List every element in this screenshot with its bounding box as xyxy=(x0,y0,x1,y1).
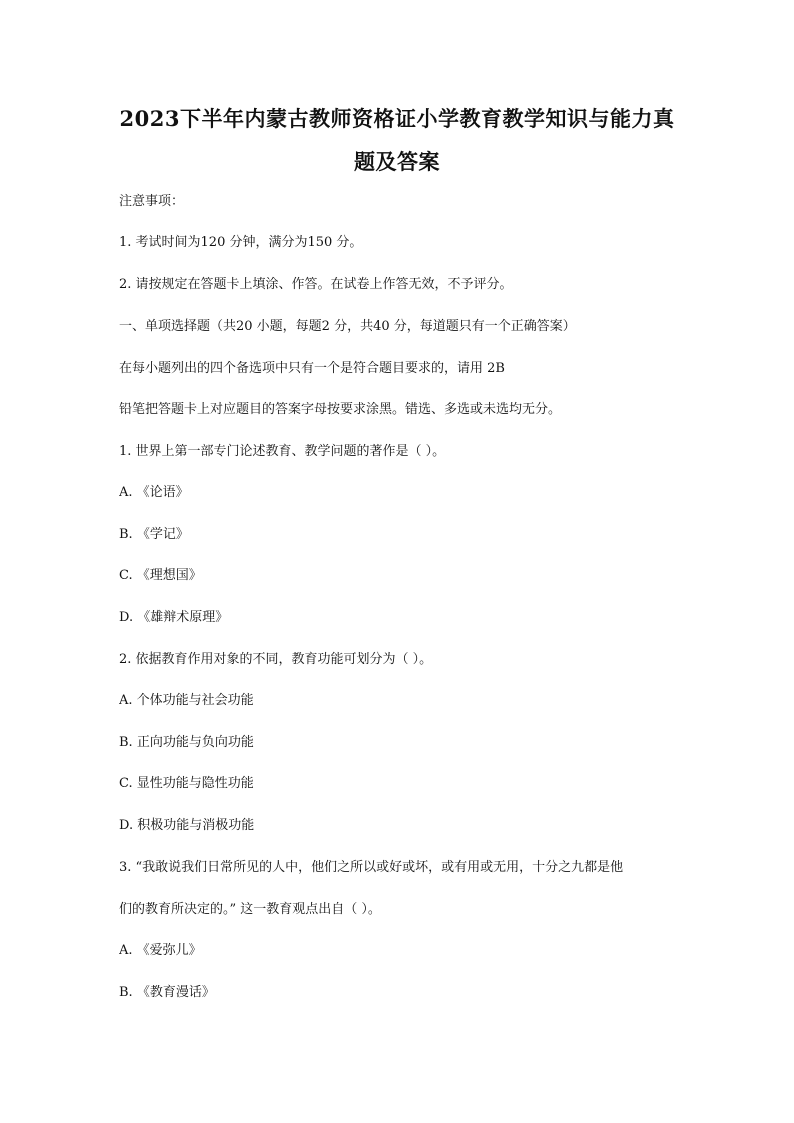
instruction-line-2: 铅笔把答题卡上对应题目的答案字母按要求涂黑。错选、多选或未选均无分。 xyxy=(119,402,562,417)
question-3-option-b: B. 《教育漫话》 xyxy=(119,985,215,1000)
question-3-stem-line-1: 3. “我敢说我们日常所见的人中，他们之所以或好或坏，或有用或无用，十分之九都是他 xyxy=(119,860,624,875)
question-2-option-d: D. 积极功能与消极功能 xyxy=(119,818,255,833)
question-2-option-c: C. 显性功能与隐性功能 xyxy=(119,776,254,791)
document-title-line-1: 2023下半年内蒙古教师资格证小学教育教学知识与能力真 xyxy=(119,106,675,131)
notice-heading: 注意事项： xyxy=(119,194,185,209)
instruction-line-1: 在每小题列出的四个备选项中只有一个是符合题目要求的，请用 2B xyxy=(119,361,505,376)
section-heading: 一、单项选择题（共20 小题，每题2 分，共40 分，每道题只有一个正确答案） xyxy=(119,319,576,334)
notice-item-2: 2. 请按规定在答题卡上填涂、作答。在试卷上作答无效，不予评分。 xyxy=(119,277,513,292)
notice-item-1: 1. 考试时间为120 分钟，满分为150 分。 xyxy=(119,235,363,250)
question-1-stem: 1. 世界上第一部专门论述教育、教学问题的著作是（ ）。 xyxy=(119,444,446,459)
question-1-option-b: B. 《学记》 xyxy=(119,527,189,542)
question-2-option-a: A. 个体功能与社会功能 xyxy=(119,693,254,708)
question-3-stem-line-2: 们的教育所决定的。” 这一教育观点出自（ ）。 xyxy=(119,902,381,917)
question-2-stem: 2. 依据教育作用对象的不同，教育功能可划分为（ ）。 xyxy=(119,652,433,667)
question-2-option-b: B. 正向功能与负向功能 xyxy=(119,735,254,750)
question-1-option-d: D. 《雄辩术原理》 xyxy=(119,610,229,625)
question-1-option-c: C. 《理想国》 xyxy=(119,568,202,583)
question-1-option-a: A. 《论语》 xyxy=(119,485,189,500)
question-3-option-a: A. 《爱弥儿》 xyxy=(119,943,202,958)
document-title-line-2: 题及答案 xyxy=(354,149,440,174)
